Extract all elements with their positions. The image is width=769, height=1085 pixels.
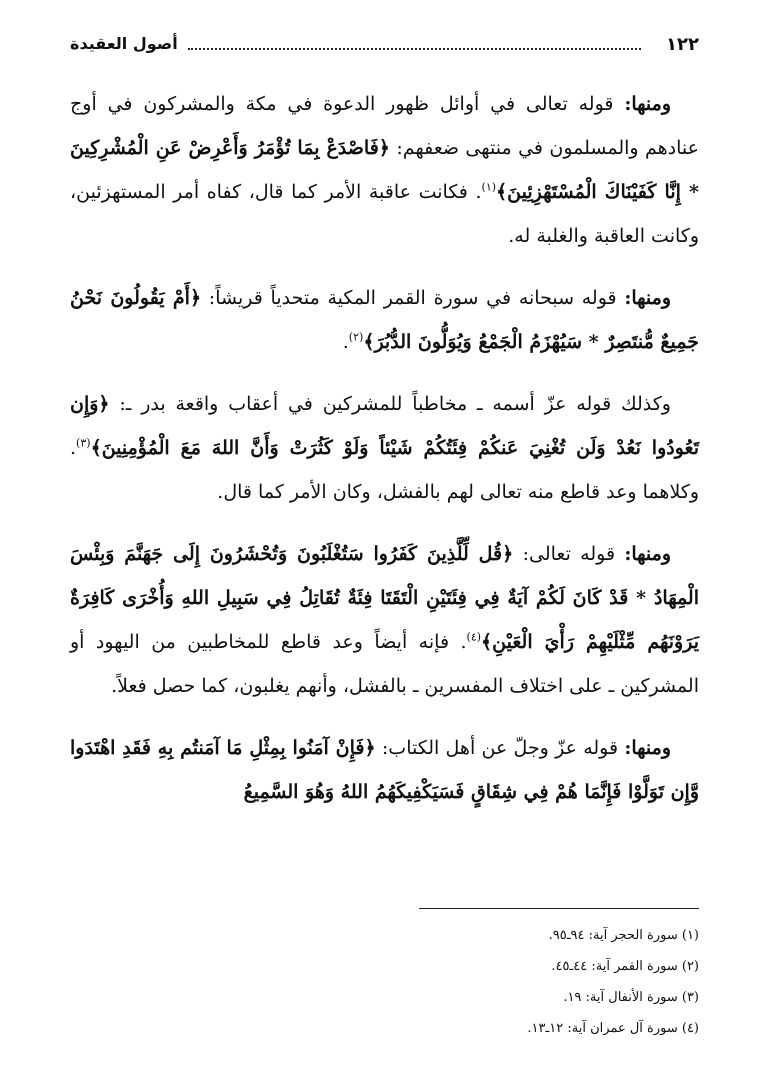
paragraph-lead: ومنها: <box>624 737 671 759</box>
footnotes <box>70 920 699 1044</box>
footnote: (٤) سورة آل عمران آية: ١٢ـ١٣. <box>527 1021 699 1036</box>
paragraph <box>70 276 699 364</box>
paragraph-text: . وكلاهما وعد قاطع منه تعالى لهم بالفشل، وكان الأمر كما قال. <box>70 437 699 503</box>
paragraph <box>70 726 699 814</box>
footnote-ref: (٣) <box>76 436 91 450</box>
paragraph-lead: ومنها: <box>624 287 671 309</box>
footnote-ref: (١) <box>481 180 497 194</box>
quran-quote: ﴿أَمْ يَقُولُونَ نَحْنُ جَمِيعٌ مُّنتَصِرٌ * سَيُهْزَمُ الْجَمْعُ وَيُوَلُّونَ الدُّبُرَ﴾ <box>70 287 699 353</box>
paragraph-lead: ومنها: <box>624 93 671 115</box>
paragraph <box>70 82 699 258</box>
footnote: (٢) سورة القمر آية: ٤٤ـ٤٥. <box>551 959 699 974</box>
paragraph-text: قوله تعالى: <box>513 543 625 565</box>
header-dotted-leader <box>188 34 641 50</box>
footnote: (٣) سورة الأنفال آية: ١٩. <box>563 990 699 1005</box>
paragraph <box>70 382 699 514</box>
paragraph-text: قوله عزّ وجلّ عن أهل الكتاب: <box>375 737 625 759</box>
quran-quote: ﴿وَإِن تَعُودُوا نَعُدْ وَلَن تُغْنِيَ عَنكُمْ فِئَتُكُمْ شَيْئاً وَلَوْ كَثُرَتْ وَأَنَّ اللهَ مَعَ الْمُؤْمِنِينَ﴾ <box>70 393 699 459</box>
paragraph-text: . فإنه أيضاً وعد قاطع للمخاطبين من اليهود أو المشركين ـ على اختلاف المفسرين ـ بالفشل، وأنهم يغلبون، كما حصل فعلاً. <box>70 631 699 697</box>
footnote-ref: (٤) <box>466 630 482 644</box>
footnote-ref: (٢) <box>348 330 364 344</box>
running-header <box>70 34 699 60</box>
main-text <box>70 82 699 832</box>
quran-quote: ﴿قُل لِّلَّذِينَ كَفَرُوا سَتُغْلَبُونَ وَتُحْشَرُونَ إِلَى جَهَنَّمَ وَبِئْسَ الْمِهَادُ * قَدْ كَانَ لَكُمْ آيَةٌ فِي فِئَتَيْنِ الْتَقَتَا فِئَةٌ تُقَاتِلُ فِي سَبِيلِ اللهِ وَأُخْرَى كَافِرَةٌ يَرَوْنَهُم مِّثْلَيْهِمْ رَأْيَ الْعَيْنِ﴾ <box>70 543 699 653</box>
page-number: ١٢٢ <box>666 34 699 55</box>
book-title: أصول العقيدة <box>70 34 178 53</box>
paragraph-text: . <box>342 331 349 353</box>
quran-quote: ﴿فَإِنْ آمَنُوا بِمِثْلِ مَا آمَنتُم بِهِ فَقَدِ اهْتَدَوا وَّإِن تَوَلَّوْا فَإِنَّمَا هُمْ فِي شِقَاقٍ فَسَيَكْفِيكَهُمُ اللهُ وَهُوَ السَّمِيعُ <box>70 737 699 803</box>
paragraph-text: . فكانت عاقبة الأمر كما قال، كفاه أمر المستهزئين، وكانت العاقبة والغلبة له. <box>70 181 699 247</box>
footnote: (١) سورة الحجر آية: ٩٤ـ٩٥. <box>548 928 699 943</box>
footnote-separator <box>419 908 699 909</box>
quran-quote: ﴿فَاصْدَعْ بِمَا تُؤْمَرُ وَأَعْرِضْ عَنِ الْمُشْرِكِينَ * إِنَّا كَفَيْنَاكَ الْمُسْتَهْزِئِينَ﴾ <box>70 137 699 203</box>
paragraph-text: قوله سبحانه في سورة القمر المكية متحدياً قريشاً: <box>201 287 625 309</box>
paragraph-lead: ومنها: <box>624 543 671 565</box>
paragraph <box>70 532 699 708</box>
paragraph-text: وكذلك قوله عزّ أسمه ـ مخاطباً للمشركين في أعقاب واقعة بدر ـ: <box>109 393 671 415</box>
paragraph-text: قوله تعالى في أوائل ظهور الدعوة في مكة والمشركون في أوج عنادهم والمسلمون في منتهى ضعفهم: <box>70 93 699 159</box>
